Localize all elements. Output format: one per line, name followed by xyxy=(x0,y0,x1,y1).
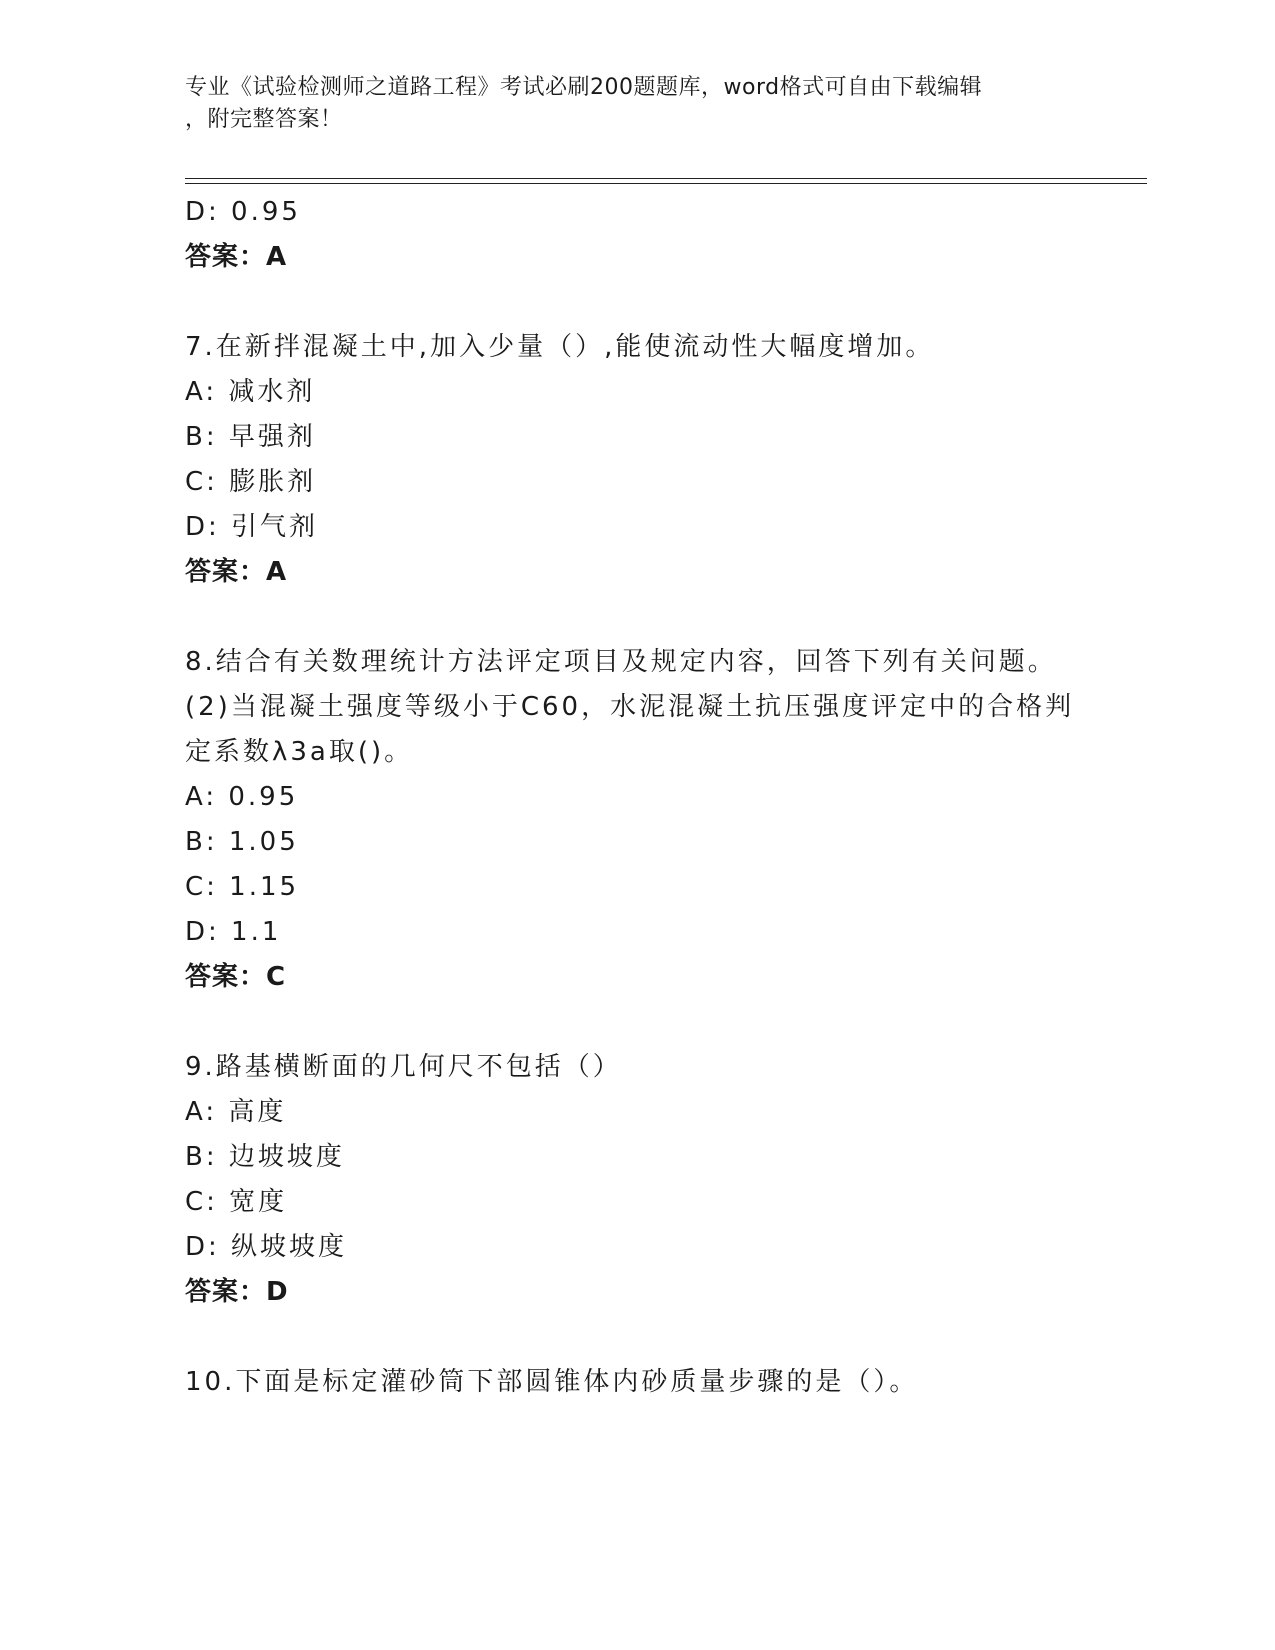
question-stem: 10.下面是标定灌砂筒下部圆锥体内砂质量步骤的是（）。 xyxy=(185,1367,919,1397)
question-stem-continued: (2)当混凝土强度等级小于C60，水泥混凝土抗压强度评定中的合格判 xyxy=(185,692,1075,722)
header-divider-top xyxy=(185,178,1147,179)
header-divider-bottom xyxy=(185,183,1147,184)
option-d: D: 引气剂 xyxy=(185,512,319,542)
option-a: A: 高度 xyxy=(185,1097,287,1127)
header-line-1: 专业《试验检测师之道路工程》考试必刷200题题库，word格式可自由下载编辑 xyxy=(185,75,983,100)
question-stem-continued: 定系数λ3a取()。 xyxy=(185,737,414,767)
option-a: A: 0.95 xyxy=(185,782,299,812)
answer-label: 答案：A xyxy=(185,557,288,587)
option-d: D: 1.1 xyxy=(185,917,282,947)
option-c: C: 宽度 xyxy=(185,1187,288,1217)
document-header xyxy=(185,72,1085,136)
option-c: C: 膨胀剂 xyxy=(185,467,317,497)
option-d: D: 0.95 xyxy=(185,197,301,227)
answer-label: 答案：C xyxy=(185,962,287,992)
option-a: A: 减水剂 xyxy=(185,377,316,407)
question-block xyxy=(185,1045,1085,1315)
question-list xyxy=(185,190,1085,1405)
question-block xyxy=(185,325,1085,595)
option-b: B: 早强剂 xyxy=(185,422,316,452)
answer-label: 答案：A xyxy=(185,242,288,272)
question-stem: 9.路基横断面的几何尺不包括（） xyxy=(185,1052,622,1082)
header-line-2: ，附完整答案！ xyxy=(185,107,343,132)
answer-label: 答案：D xyxy=(185,1277,289,1307)
question-block xyxy=(185,1360,1085,1405)
question-stem: 7.在新拌混凝土中,加入少量（）,能使流动性大幅度增加。 xyxy=(185,332,935,362)
question-block xyxy=(185,640,1085,1000)
option-b: B: 1.05 xyxy=(185,827,299,857)
option-c: C: 1.15 xyxy=(185,872,300,902)
question-stem: 8.结合有关数理统计方法评定项目及规定内容，回答下列有关问题。 xyxy=(185,647,1057,677)
option-b: B: 边坡坡度 xyxy=(185,1142,345,1172)
option-d: D: 纵坡坡度 xyxy=(185,1232,348,1262)
